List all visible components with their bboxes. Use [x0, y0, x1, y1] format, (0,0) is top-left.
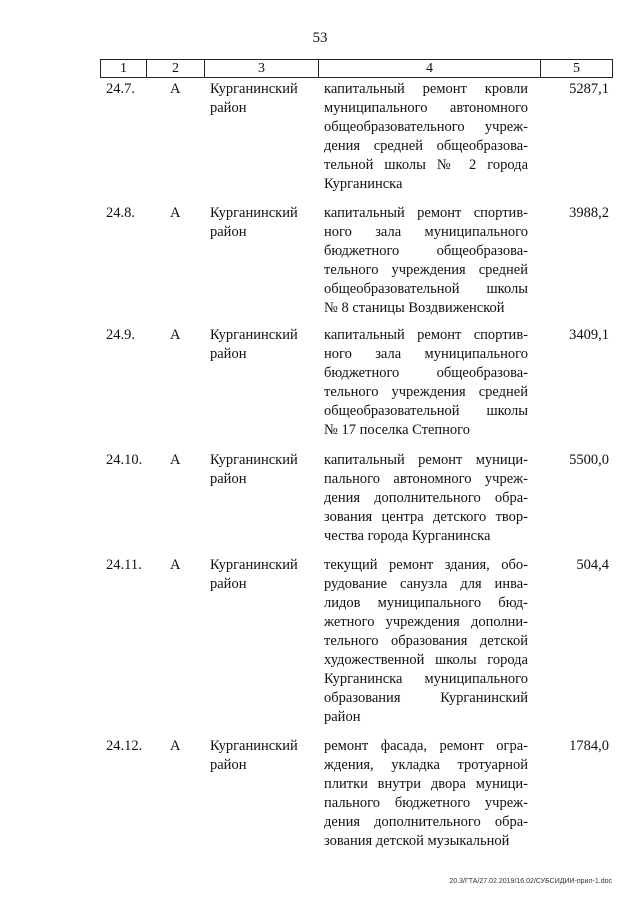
row-amount: 3409,1 — [569, 327, 609, 343]
column-header-table — [100, 59, 613, 78]
description-line: № 17 поселка Степного — [324, 422, 470, 438]
description-line: ного зала муниципального — [324, 224, 528, 240]
row-category: А — [170, 452, 181, 468]
row-district: Курганинский район — [210, 205, 298, 240]
footer-file-path: 20.3/ГТА/27.02.2019/16.02/СУБСИДИИ-прил-1.doc — [449, 878, 612, 885]
description-line: Курганинска муниципального — [324, 671, 528, 687]
description-line: ждения, укладка тротуарной — [324, 757, 528, 773]
description-line: № 8 станицы Воздвиженской — [324, 300, 505, 316]
row-category: А — [170, 205, 181, 221]
description-line: бюджетного общеобразова- — [324, 243, 528, 259]
page-number: 53 — [312, 30, 328, 46]
row-amount: 5287,1 — [569, 81, 609, 97]
description-line: жетного учреждения дополни- — [324, 614, 528, 630]
description-line: лидов муниципального бюд- — [324, 595, 528, 611]
description-line: общеобразовательной школы — [324, 281, 528, 297]
description-line: пального бюджетного учреж- — [324, 795, 528, 811]
description-line: зования детской музыкальной — [324, 833, 510, 849]
description-line: тельной школы № 2 города — [324, 157, 528, 173]
row-number: 24.10. — [106, 452, 143, 468]
description-line: пального автономного учреж- — [324, 471, 528, 487]
description-line: тельного образования детской — [324, 633, 528, 649]
description-line: ного зала муниципального — [324, 346, 528, 362]
description-line: рудование санузла для инва- — [324, 576, 528, 592]
row-district: Курганинский район — [210, 738, 298, 773]
row-description — [324, 204, 528, 318]
row-number: 24.12. — [106, 738, 143, 754]
column-header-1: 1 — [101, 60, 147, 78]
description-line: чества города Курганинска — [324, 528, 491, 544]
description-line: тельного учреждения средней — [324, 262, 528, 278]
row-number: 24.9. — [106, 327, 135, 343]
description-line: капитальный ремонт кровли — [324, 81, 528, 97]
row-district: Курганинский район — [210, 81, 298, 116]
description-line: зования центра детского твор- — [324, 509, 528, 525]
description-line: капитальный ремонт спортив- — [324, 327, 528, 343]
column-header-3: 3 — [205, 60, 319, 78]
description-line: капитальный ремонт муници- — [324, 452, 528, 468]
column-header-5: 5 — [541, 60, 613, 78]
row-description — [324, 451, 528, 546]
row-category: А — [170, 738, 181, 754]
column-header-4: 4 — [319, 60, 541, 78]
row-amount: 5500,0 — [569, 452, 609, 468]
description-line: общеобразовательного учреж- — [324, 119, 528, 135]
description-line: бюджетного общеобразова- — [324, 365, 528, 381]
row-description — [324, 80, 528, 194]
row-amount: 1784,0 — [569, 738, 609, 754]
description-line: тельного учреждения средней — [324, 384, 528, 400]
description-line: район — [324, 709, 361, 725]
description-line: плитки внутри двора муници- — [324, 776, 528, 792]
row-category: А — [170, 557, 181, 573]
row-description — [324, 737, 528, 851]
description-line: текущий ремонт здания, обо- — [324, 557, 528, 573]
row-number: 24.7. — [106, 81, 135, 97]
column-header-row — [101, 60, 613, 78]
row-number: 24.11. — [106, 557, 142, 573]
description-line: ремонт фасада, ремонт огра- — [324, 738, 528, 754]
row-category: А — [170, 327, 181, 343]
row-category: А — [170, 81, 181, 97]
description-line: дения средней общеобразова- — [324, 138, 528, 154]
row-description — [324, 326, 528, 440]
row-number: 24.8. — [106, 205, 135, 221]
row-description — [324, 556, 528, 727]
row-district: Курганинский район — [210, 452, 298, 487]
column-header-2: 2 — [147, 60, 205, 78]
description-line: дения дополнительного обра- — [324, 814, 528, 830]
row-district: Курганинский район — [210, 557, 298, 592]
description-line: образования Курганинский — [324, 690, 528, 706]
row-district: Курганинский район — [210, 327, 298, 362]
description-line: муниципального автономного — [324, 100, 528, 116]
description-line: общеобразовательной школы — [324, 403, 528, 419]
row-amount: 504,4 — [576, 557, 609, 573]
description-line: Курганинска — [324, 176, 403, 192]
description-line: художественной школы города — [324, 652, 528, 668]
description-line: капитальный ремонт спортив- — [324, 205, 528, 221]
description-line: дения дополнительного обра- — [324, 490, 528, 506]
row-amount: 3988,2 — [569, 205, 609, 221]
